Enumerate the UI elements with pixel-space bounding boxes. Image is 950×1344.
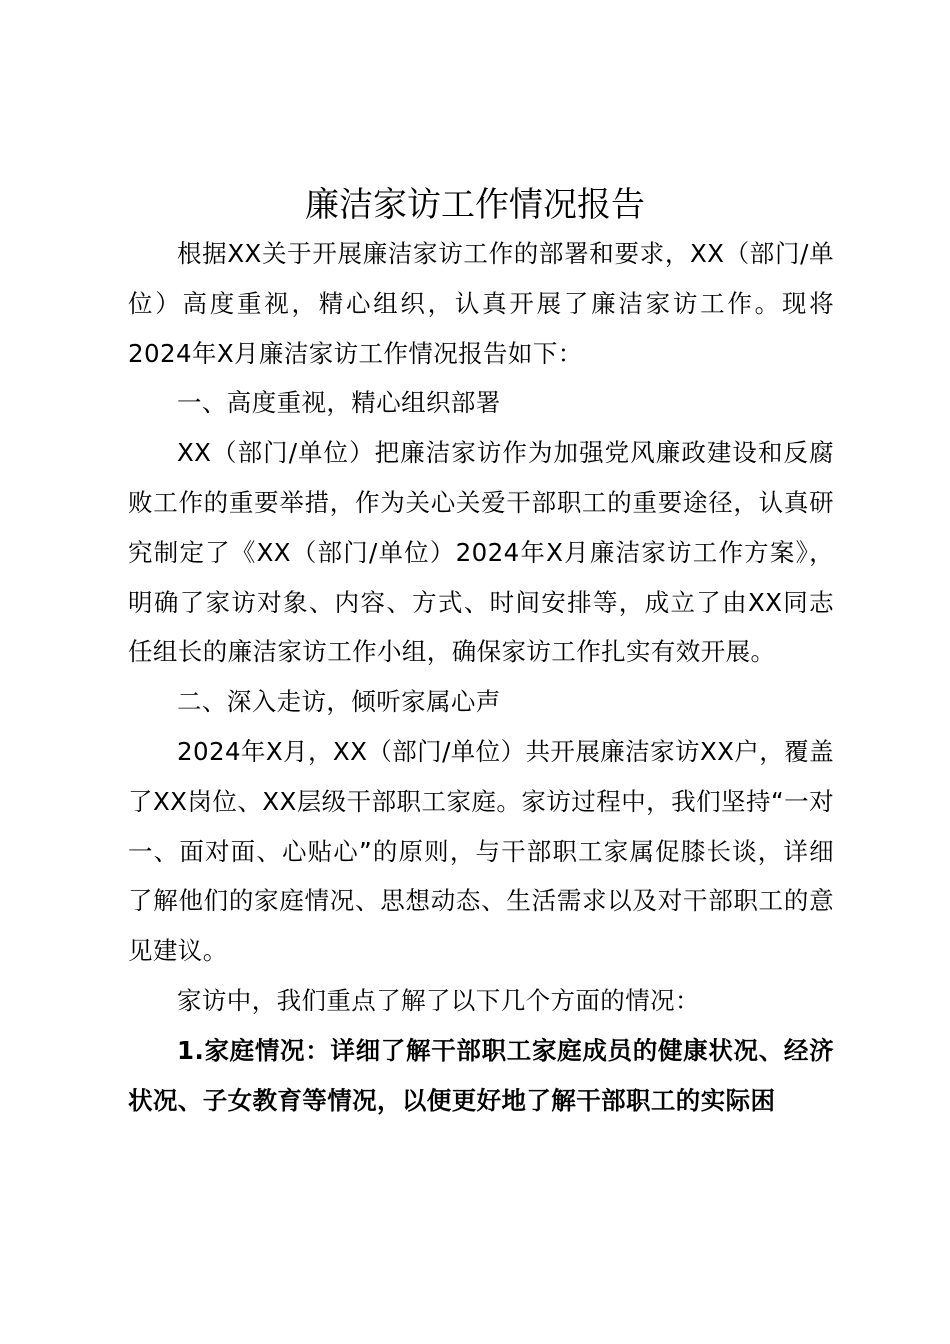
- section-heading-1: 一、高度重视，精心组织部署: [177, 388, 501, 418]
- document-title: 廉洁家访工作情况报告: [305, 185, 645, 225]
- paragraph-section-1: XX（部门/单位）把廉洁家访作为加强党风廉政建设和反腐败工作的重要举措，作为关心关爱干部职工的重要途径，认真研究制定了《XX（部门/单位）2024年X月廉洁家访工作方案》，明确了家访对象、内容、方式、时间安排等，成立了由XX同志任组长的廉洁家访工作小组，确保家访工作扎实有效开展。: [128, 438, 834, 667]
- paragraph-item-1: 1.家庭情况：详细了解干部职工家庭成员的健康状况、经济状况、子女教育等情况，以便更好地了解干部职工的实际困: [128, 1035, 834, 1115]
- paragraph-section-2: 2024年X月，XX（部门/单位）共开展廉洁家访XX户，覆盖了XX岗位、XX层级干部职工家庭。家访过程中，我们坚持“一对一、面对面、心贴心”的原则，与干部职工家属促膝长谈，详细了解他们的家庭情况、思想动态、生活需求以及对干部职工的意见建议。: [128, 736, 834, 966]
- section-heading-2: 二、深入走访，倾听家属心声: [177, 687, 501, 717]
- document-body: [128, 229, 834, 1125]
- paragraph-lead-in: 家访中，我们重点了解了以下几个方面的情况：: [177, 985, 700, 1015]
- paragraph-intro: 根据XX关于开展廉洁家访工作的部署和要求，XX（部门/单位）高度重视，精心组织，认真开展了廉洁家访工作。现将2024年X月廉洁家访工作情况报告如下：: [128, 239, 834, 368]
